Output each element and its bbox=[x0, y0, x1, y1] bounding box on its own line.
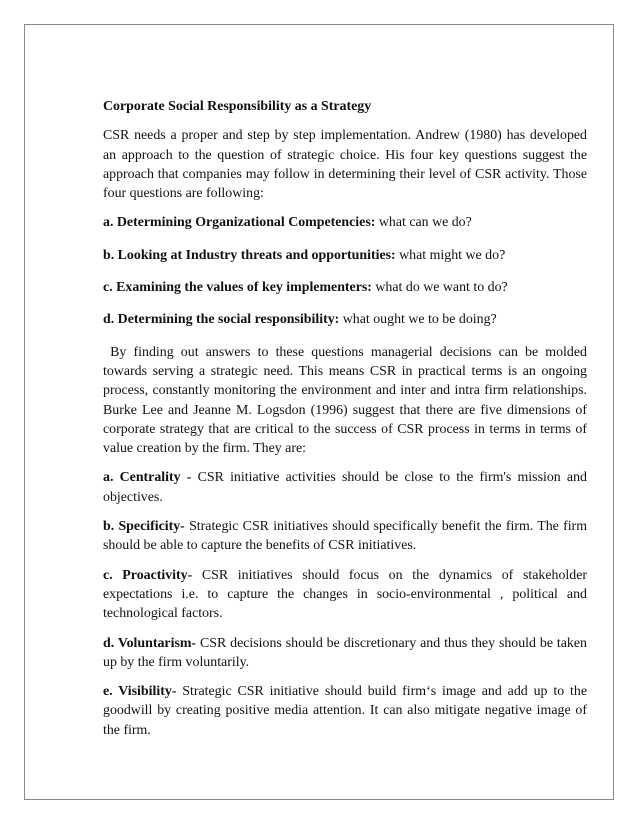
dimension-label: c. Proactivity- bbox=[103, 567, 202, 583]
body-paragraph: By finding out answers to these questions managerial decisions can be molded towards serving a strategic need. This means CSR in practical terms is an ongoing process, constantly monitoring the environment and inter and intra firm relationships. Burke Lee and Jeanne M. Logsdon (1996) suggest that there are five dimensions of corporate strategy that are critical to the success of CSR process in terms in terms of value creation by the firm. They are: bbox=[103, 344, 591, 457]
question-label: b. Looking at Industry threats and opportunities: bbox=[103, 247, 396, 263]
dimension-label: e. Visibility- bbox=[103, 684, 183, 700]
dimension-item bbox=[103, 566, 587, 624]
question-label: d. Determining the social responsibility: bbox=[103, 312, 340, 328]
dimension-text: Strategic CSR initiatives should specifically benefit the firm. The firm should be able to capture the benefits of CSR initiatives. bbox=[103, 519, 587, 554]
dimension-item bbox=[103, 682, 587, 740]
dimension-label: b. Specificity- bbox=[103, 519, 190, 535]
dimension-text: Strategic CSR initiative should build firm‘s image and add up to the goodwill by creating positive media attention. It can also mitigate negative image of the firm. bbox=[103, 684, 587, 738]
intro-paragraph: CSR needs a proper and step by step implementation. Andrew (1980) has developed an approach to the question of strategic choice. His four key questions suggest the approach that companies may follow in determining their level of CSR activity. Those four questions are following: bbox=[103, 128, 587, 202]
dimension-item bbox=[103, 634, 587, 673]
dimension-label: d. Voluntarism- bbox=[103, 635, 200, 651]
question-text: what ought we to be doing? bbox=[339, 312, 497, 328]
question-label: a. Determining Organizational Competencies: bbox=[103, 215, 376, 231]
question-item bbox=[103, 246, 587, 265]
dimension-text: CSR initiatives should focus on the dynamics of stakeholder expectations i.e. to capture the changes in socio-environmental , political and technological factors. bbox=[103, 567, 587, 622]
question-item bbox=[103, 310, 587, 329]
question-text: what can we do? bbox=[375, 215, 472, 231]
section-title: Corporate Social Responsibility as a Strategy bbox=[103, 99, 372, 114]
question-item bbox=[103, 278, 587, 297]
document-page bbox=[24, 24, 614, 800]
question-item bbox=[103, 213, 587, 232]
dimension-item bbox=[103, 468, 587, 507]
dimension-text: CSR initiative activities should be close to the firm's mission and objectives. bbox=[103, 470, 587, 505]
dimension-text: CSR decisions should be discretionary and thus they should be taken up by the firm voluntarily. bbox=[103, 635, 587, 670]
question-label: c. Examining the values of key implementers: bbox=[103, 280, 372, 296]
question-text: what might we do? bbox=[395, 247, 506, 263]
page-content bbox=[103, 97, 591, 750]
dimension-item bbox=[103, 517, 587, 556]
dimension-label: a. Centrality - bbox=[103, 470, 198, 486]
question-text: what do we want to do? bbox=[371, 280, 508, 296]
